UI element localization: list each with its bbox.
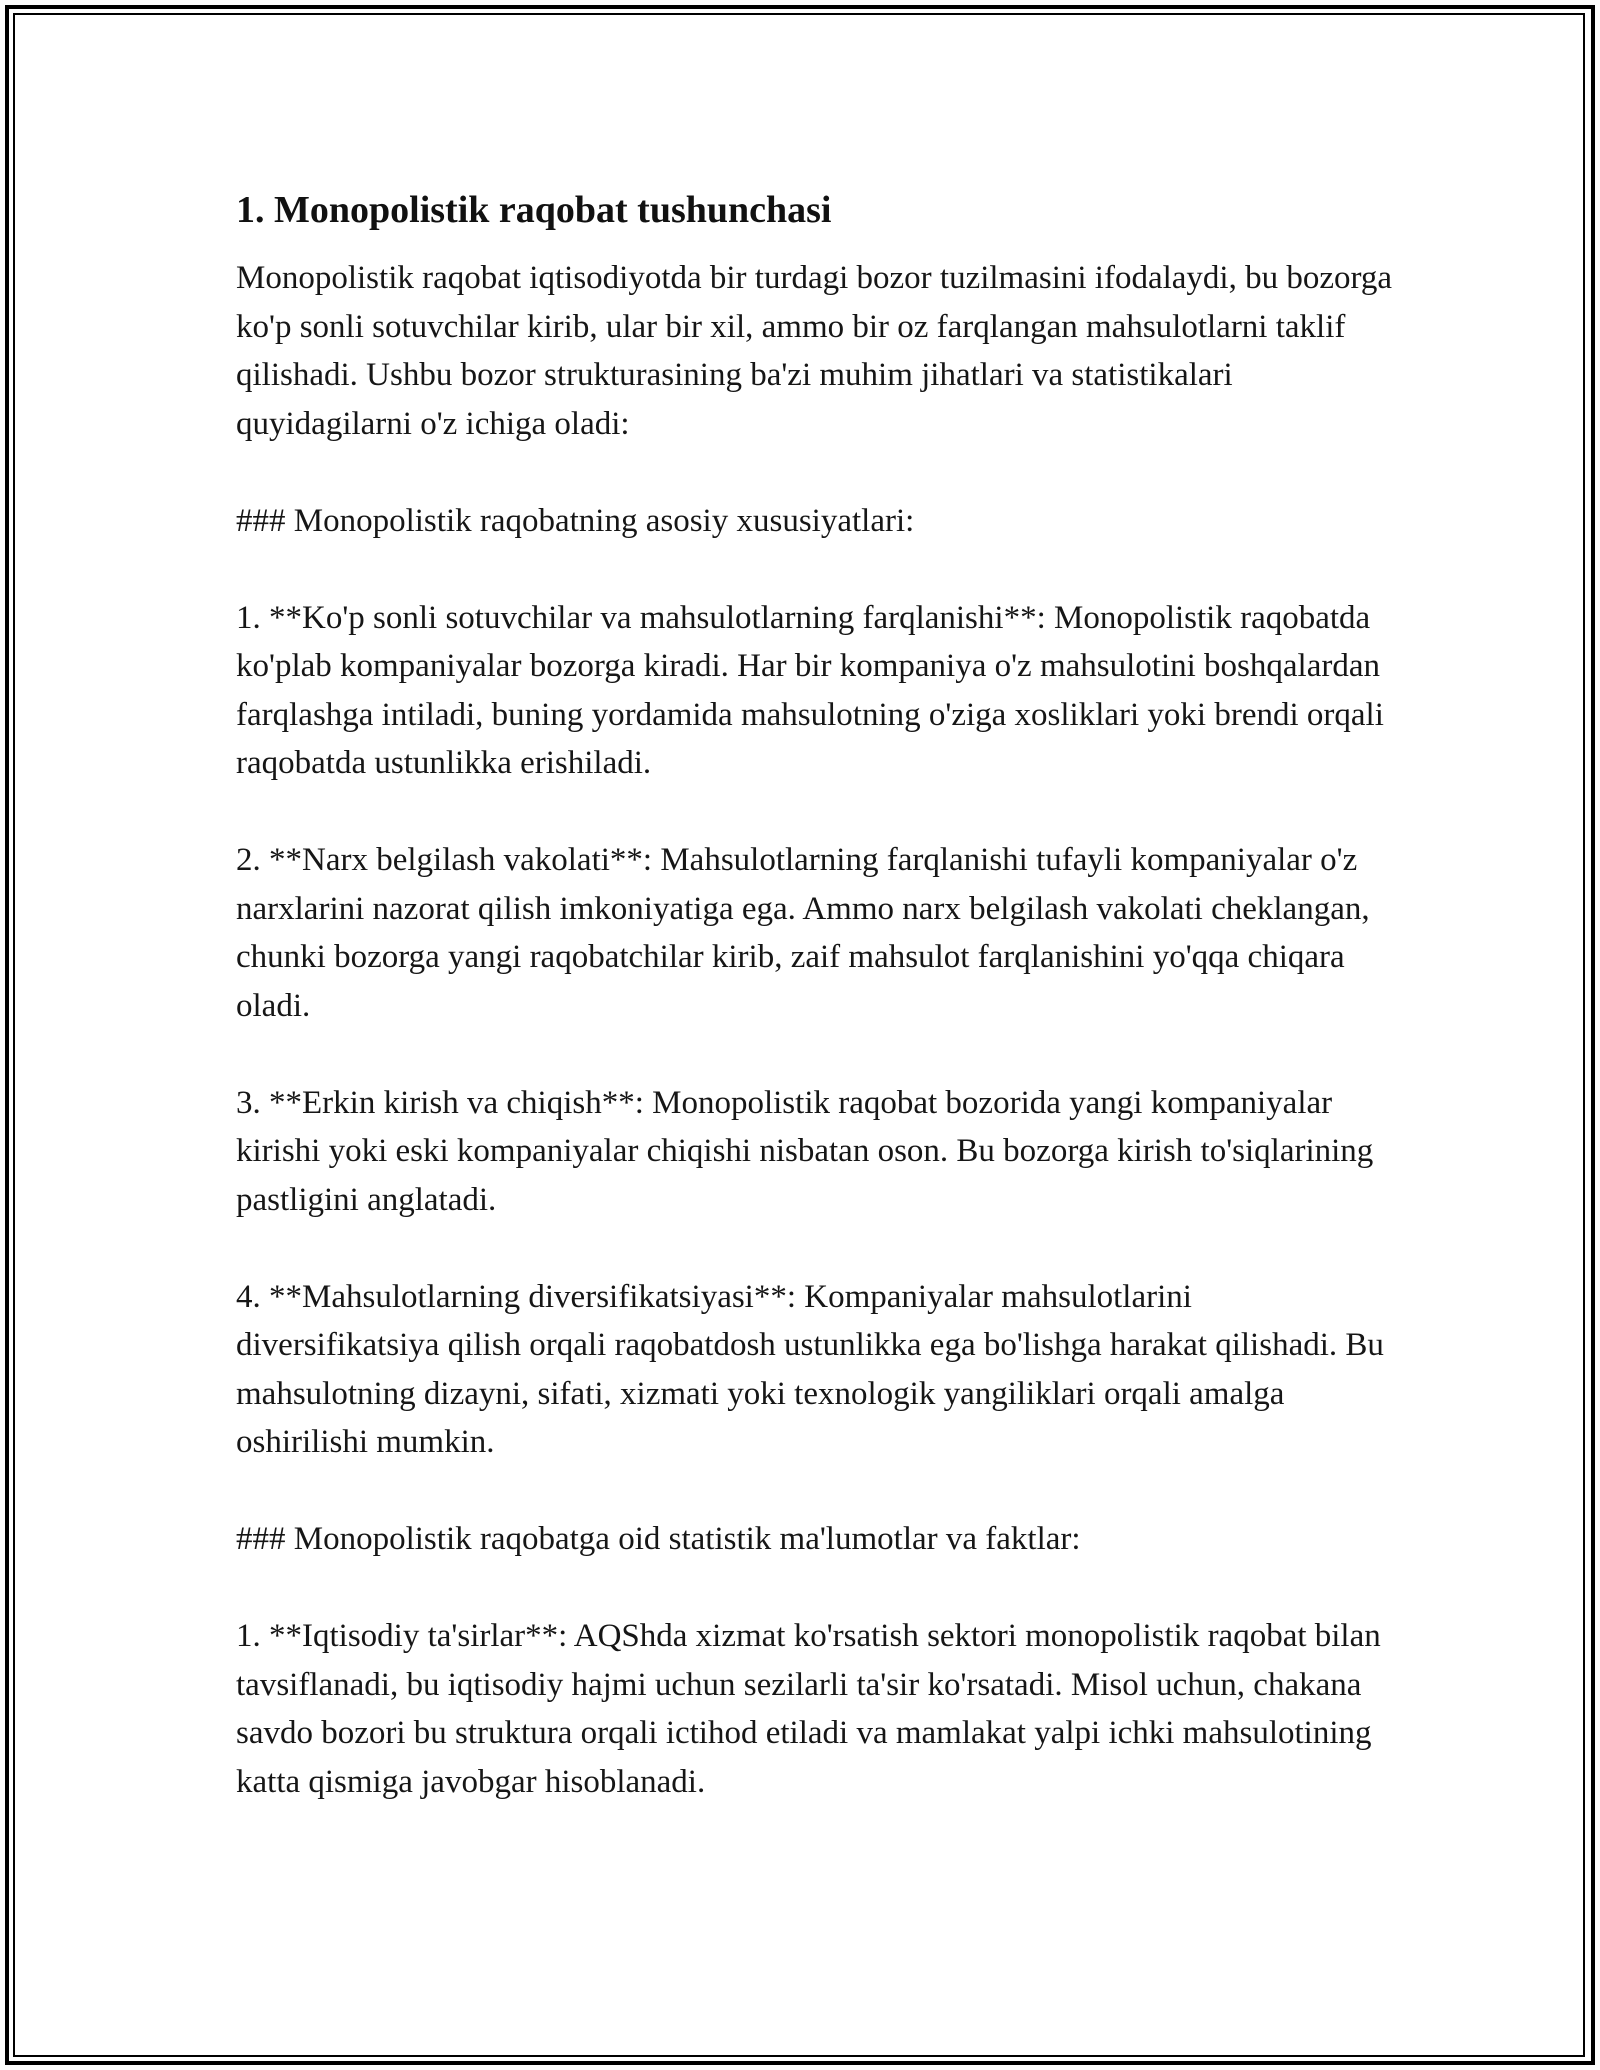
document-body [236, 186, 1396, 1855]
document-heading: 1. Monopolistik raqobat tushunchasi [236, 189, 832, 231]
section-heading-statistics: ### Monopolistik raqobatga oid statistik ma'lumotlar va faktlar: [236, 1521, 1081, 1557]
feature-item-2: 2. **Narx belgilash vakolati**: Mahsulotlarning farqlanishi tufayli kompaniyalar o'z narxlarini nazorat qilish imkoniyatiga ega. Ammo narx belgilash vakolati cheklangan, chunki bozorga yangi raqobatchilar kirib, zaif mahsulot farqlanishini yo'qqa chiqara oladi. [236, 842, 1370, 1024]
feature-item-4: 4. **Mahsulotlarning diversifikatsiyasi**: Kompaniyalar mahsulotlarini diversifikatsiya qilish orqali raqobatdosh ustunlikka ega bo'lishga harakat qilishadi. Bu mahsulotning dizayni, sifati, xizmati yoki texnologik yangiliklari orqali amalga oshirilishi mumkin. [236, 1278, 1384, 1460]
section-heading-features: ### Monopolistik raqobatning asosiy xususiyatlari: [236, 502, 915, 539]
statistics-item-1: 1. **Iqtisodiy ta'sirlar**: AQShda xizmat ko'rsatish sektori monopolistik raqobat bilan tavsiflanadi, bu iqtisodiy hajmi uchun sezilarli ta'sir ko'rsatadi. Misol uchun, chakana savdo bozori bu struktura orqali ictihod etiladi va mamlakat yalpi ichki mahsulotining katta qismiga javobgar hisoblanadi. [236, 1618, 1381, 1800]
intro-paragraph: Monopolistik raqobat iqtisodiyotda bir turdagi bozor tuzilmasini ifodalaydi, bu bozorga ko'p sonli sotuvchilar kirib, ular bir xil, ammo bir oz farqlangan mahsulotlarni taklif qilishadi. Ushbu bozor strukturasining ba'zi muhim jihatlari va statistikalari quyidagilarni o'z ichiga oladi: [236, 260, 1393, 442]
feature-item-1: 1. **Ko'p sonli sotuvchilar va mahsulotlarning farqlanishi**: Monopolistik raqobatda ko'plab kompaniyalar bozorga kiradi. Har bir kompaniya o'z mahsulotini boshqalardan farqlashga intiladi, buning yordamida mahsulotning o'ziga xosliklari yoki brendi orqali raqobatda ustunlikka erishiladi. [236, 599, 1384, 781]
feature-item-3: 3. **Erkin kirish va chiqish**: Monopolistik raqobat bozorida yangi kompaniyalar kirishi yoki eski kompaniyalar chiqishi nisbatan oson. Bu bozorga kirish to'siqlarining pastligini anglatadi. [236, 1084, 1374, 1218]
